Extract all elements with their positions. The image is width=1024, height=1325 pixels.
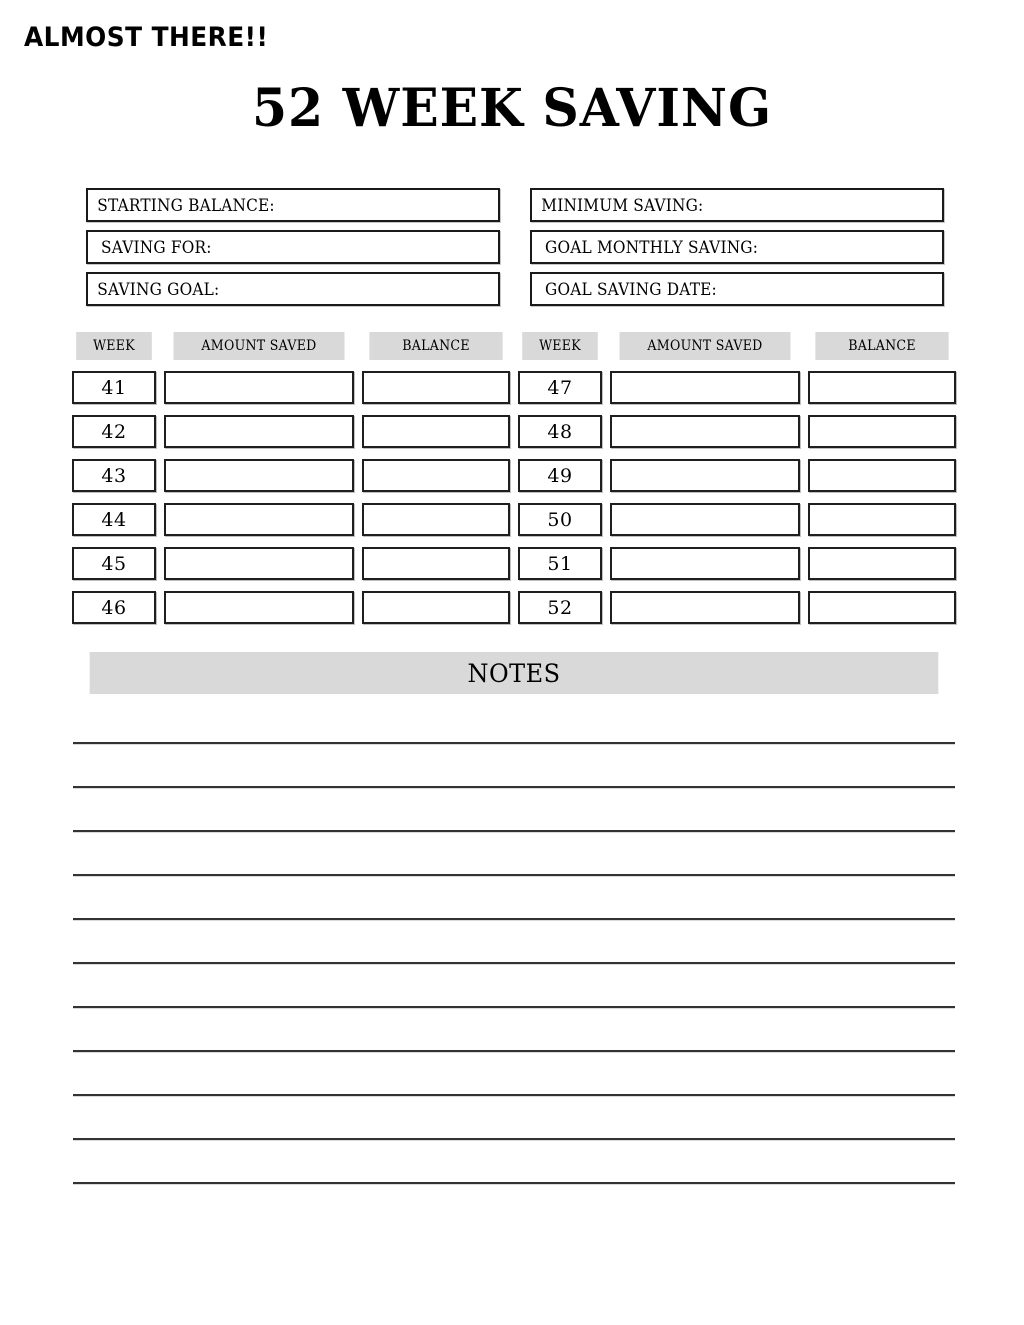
amount-saved-input[interactable] xyxy=(610,503,800,536)
balance-input[interactable] xyxy=(362,503,510,536)
note-line[interactable] xyxy=(73,786,955,789)
week-number: 45 xyxy=(72,547,156,580)
minimum-saving-field[interactable] xyxy=(530,188,944,222)
week-table-right xyxy=(518,332,956,624)
week-tables-section xyxy=(72,332,956,624)
balance-input[interactable] xyxy=(362,591,510,624)
table-row xyxy=(518,415,956,448)
balance-input[interactable] xyxy=(808,591,956,624)
balance-input[interactable] xyxy=(362,415,510,448)
table-row xyxy=(518,591,956,624)
column-header-week: WEEK xyxy=(522,332,598,360)
amount-saved-input[interactable] xyxy=(610,415,800,448)
note-line[interactable] xyxy=(73,1006,955,1009)
week-number: 50 xyxy=(518,503,602,536)
note-line[interactable] xyxy=(73,1094,955,1097)
week-number: 41 xyxy=(72,371,156,404)
amount-saved-input[interactable] xyxy=(610,459,800,492)
table-row xyxy=(518,371,956,404)
amount-saved-input[interactable] xyxy=(164,547,354,580)
column-header-balance: BALANCE xyxy=(815,332,948,360)
note-line[interactable] xyxy=(73,1050,955,1053)
amount-saved-input[interactable] xyxy=(610,547,800,580)
saving-for-field[interactable] xyxy=(86,230,500,264)
balance-input[interactable] xyxy=(362,459,510,492)
starting-balance-label: STARTING BALANCE: xyxy=(97,195,275,215)
week-number: 51 xyxy=(518,547,602,580)
notes-lines-section xyxy=(73,700,955,1184)
goal-monthly-saving-field[interactable] xyxy=(530,230,944,264)
week-number: 42 xyxy=(72,415,156,448)
saving-for-label: SAVING FOR: xyxy=(101,237,212,257)
info-row xyxy=(86,272,944,306)
balance-input[interactable] xyxy=(362,371,510,404)
saving-goal-label: SAVING GOAL: xyxy=(97,279,220,299)
amount-saved-input[interactable] xyxy=(164,415,354,448)
note-line[interactable] xyxy=(73,1138,955,1141)
note-line[interactable] xyxy=(73,962,955,965)
column-header-amount-saved: AMOUNT SAVED xyxy=(620,332,791,360)
info-row xyxy=(86,188,944,222)
note-line[interactable] xyxy=(73,1182,955,1185)
table-row xyxy=(72,503,510,536)
saving-goal-field[interactable] xyxy=(86,272,500,306)
week-number: 49 xyxy=(518,459,602,492)
balance-input[interactable] xyxy=(362,547,510,580)
table-header-row xyxy=(72,332,510,360)
goal-saving-date-field[interactable] xyxy=(530,272,944,306)
balance-input[interactable] xyxy=(808,459,956,492)
week-number: 52 xyxy=(518,591,602,624)
week-number: 43 xyxy=(72,459,156,492)
table-row xyxy=(72,459,510,492)
column-header-balance: BALANCE xyxy=(369,332,502,360)
amount-saved-input[interactable] xyxy=(164,459,354,492)
notes-section-header: NOTES xyxy=(90,652,939,694)
amount-saved-input[interactable] xyxy=(164,503,354,536)
info-row xyxy=(86,230,944,264)
balance-input[interactable] xyxy=(808,371,956,404)
balance-input[interactable] xyxy=(808,503,956,536)
info-fields-section xyxy=(86,188,944,314)
table-row xyxy=(72,547,510,580)
table-row xyxy=(72,415,510,448)
week-number: 44 xyxy=(72,503,156,536)
amount-saved-input[interactable] xyxy=(164,371,354,404)
starting-balance-field[interactable] xyxy=(86,188,500,222)
amount-saved-input[interactable] xyxy=(164,591,354,624)
column-header-week: WEEK xyxy=(76,332,152,360)
table-row xyxy=(72,371,510,404)
page-title: 52 WEEK SAVING xyxy=(251,78,773,139)
week-table-left xyxy=(72,332,510,624)
balance-input[interactable] xyxy=(808,547,956,580)
table-header-row xyxy=(518,332,956,360)
note-line[interactable] xyxy=(73,830,955,833)
goal-saving-date-label: GOAL SAVING DATE: xyxy=(545,279,717,299)
note-line[interactable] xyxy=(73,874,955,877)
column-header-amount-saved: AMOUNT SAVED xyxy=(174,332,345,360)
table-row xyxy=(518,459,956,492)
week-number: 48 xyxy=(518,415,602,448)
goal-monthly-saving-label: GOAL MONTHLY SAVING: xyxy=(545,237,759,257)
note-line[interactable] xyxy=(73,742,955,745)
balance-input[interactable] xyxy=(808,415,956,448)
amount-saved-input[interactable] xyxy=(610,591,800,624)
table-row xyxy=(72,591,510,624)
note-line[interactable] xyxy=(73,918,955,921)
table-row xyxy=(518,503,956,536)
minimum-saving-label: MINIMUM SAVING: xyxy=(541,195,704,215)
week-number: 47 xyxy=(518,371,602,404)
page-kicker: ALMOST THERE!! xyxy=(24,22,269,53)
amount-saved-input[interactable] xyxy=(610,371,800,404)
table-row xyxy=(518,547,956,580)
week-number: 46 xyxy=(72,591,156,624)
